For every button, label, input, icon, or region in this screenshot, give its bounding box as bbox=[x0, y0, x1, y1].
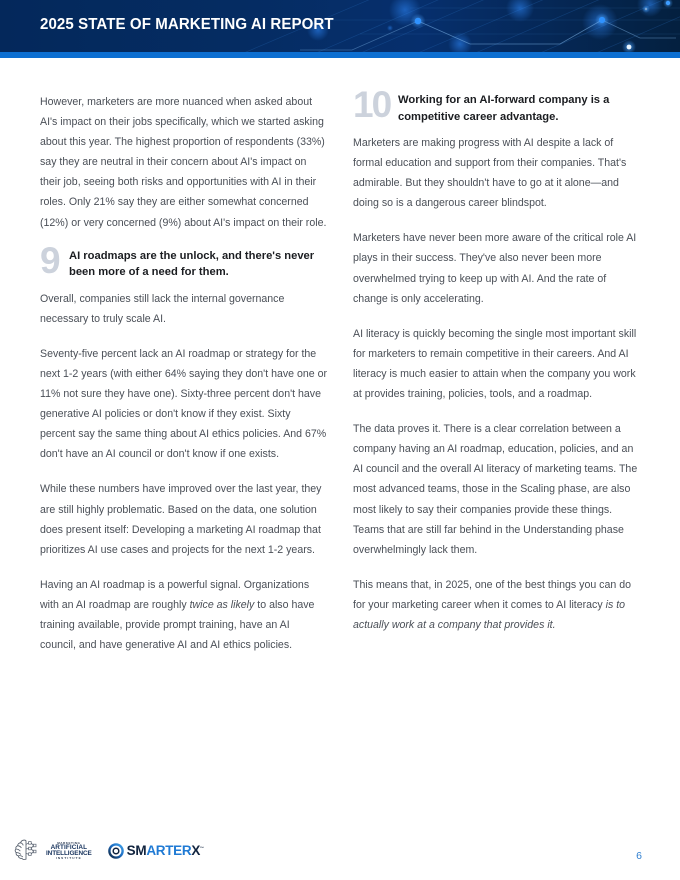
section-heading-9-text: AI roadmaps are the unlock, and there's never been more of a need for them. bbox=[69, 249, 315, 279]
section-9-paragraph-1: Overall, companies still lack the internal governance necessary to truly scale AI. bbox=[40, 292, 285, 325]
section-heading-10 bbox=[353, 84, 641, 130]
smarterx-part-c: X bbox=[191, 843, 201, 859]
intro-paragraph: However, marketers are more nuanced when asked about AI's impact on their jobs specifically, which we started asking about this year. The highest proportion of respondents (33%) say they are neutral in their concern about AI's impact on their job, seeing both risks and opportunities with AI in their roles. Only 21% say they are either somewhat concerned (12%) or very concerned (9%) about AI's impact on their role. bbox=[40, 96, 327, 229]
section-10-paragraph-1: Marketers are making progress with AI despite a lack of formal education and support from their companies. That's admirable. But they shouldn't have to go at it alone—and doing so is a dangerous career blindspot. bbox=[353, 137, 627, 210]
section-9-p4-text-a: Having an AI roadmap is a powerful signal. Organizations with an AI roadmap are roughly bbox=[40, 578, 310, 611]
section-9-paragraph-4 bbox=[40, 575, 328, 655]
smarterx-logo bbox=[108, 843, 204, 859]
page-number: 6 bbox=[636, 850, 642, 862]
section-9-p4-emphasis: twice as likely bbox=[189, 598, 255, 611]
section-9-paragraph-2: Seventy-five percent lack an AI roadmap or strategy for the next 1-2 years (with either 64% saying they don't have one or 11% not sure they have one). Sixty-three percent don't have generative AI policies or don't know if they exist. Sixty percent say the same thing about AI ethics policies. And 67% don't have an AI council or don't know if one exists. bbox=[40, 347, 328, 461]
mai-line-2: ARTIFICIAL bbox=[50, 843, 88, 851]
page-footer bbox=[0, 830, 680, 880]
brain-circuit-icon bbox=[14, 838, 42, 864]
section-10-paragraph-3: AI literacy is quickly becoming the single most important skill for marketers to remain competitive in their careers. And AI literacy is much easier to attain when the company you work at provides training, policies, tools, and a roadmap. bbox=[353, 327, 637, 401]
mai-line-4: INSTITUTE bbox=[55, 856, 82, 861]
section-9-paragraph-3: While these numbers have improved over the last year, they are still highly problematic. Based on the data, one solution does present itself: Developing a marketing AI roadmap that prioritizes AI use cases and projects for the next 1-2 years. bbox=[40, 483, 322, 556]
section-9-p4-text-b: to also have training available, provide prompt training, have an AI council, and have generative AI and AI ethics policies. bbox=[40, 598, 315, 652]
section-heading-9 bbox=[40, 239, 328, 286]
section-number-10: 10 bbox=[353, 84, 391, 125]
footer-logos bbox=[14, 838, 204, 864]
section-10-p5-emphasis: is to actually work at a company that provides it. bbox=[353, 598, 626, 631]
left-column bbox=[40, 92, 328, 655]
smarterx-trademark: ™ bbox=[200, 845, 204, 851]
smarterx-ring-icon bbox=[108, 843, 124, 859]
smarterx-part-b: ARTER bbox=[146, 843, 192, 859]
section-10-paragraph-4: The data proves it. There is a clear correlation between a company having an AI roadmap, education, policies, and an AI council and the overall AI literacy of marketing teams. The most advanced teams, those in the Scaling phase, are also most likely to say their companies provide these things. Teams that are still far behind in the Understanding phase overwhelmingly lack them. bbox=[353, 423, 638, 556]
page-header-banner bbox=[0, 0, 680, 52]
marketing-ai-institute-wordmark bbox=[46, 842, 92, 861]
header-accent-rule bbox=[0, 52, 680, 58]
section-10-p5-text-a: This means that, in 2025, one of the best things you can do for your marketing career when it comes to AI literacy bbox=[353, 578, 631, 611]
right-column bbox=[353, 84, 641, 635]
section-number-9: 9 bbox=[40, 239, 60, 281]
smarterx-part-a: SM bbox=[126, 843, 147, 859]
mai-line-1: MARKETING bbox=[57, 840, 81, 845]
page-title: 2025 STATE OF MARKETING AI REPORT bbox=[40, 16, 334, 33]
smarterx-wordmark bbox=[127, 844, 204, 858]
marketing-ai-institute-logo bbox=[14, 838, 92, 864]
mai-line-3: INTELLIGENCE bbox=[46, 850, 92, 857]
section-heading-10-text: Working for an AI-forward company is a competitive career advantage. bbox=[398, 94, 610, 123]
section-10-paragraph-5 bbox=[353, 575, 641, 635]
section-10-paragraph-2: Marketers have never been more aware of the critical role AI plays in their success. They've also never been more overwhelmed trying to keep up with AI. And the rate of change is only accelerating. bbox=[353, 232, 637, 305]
